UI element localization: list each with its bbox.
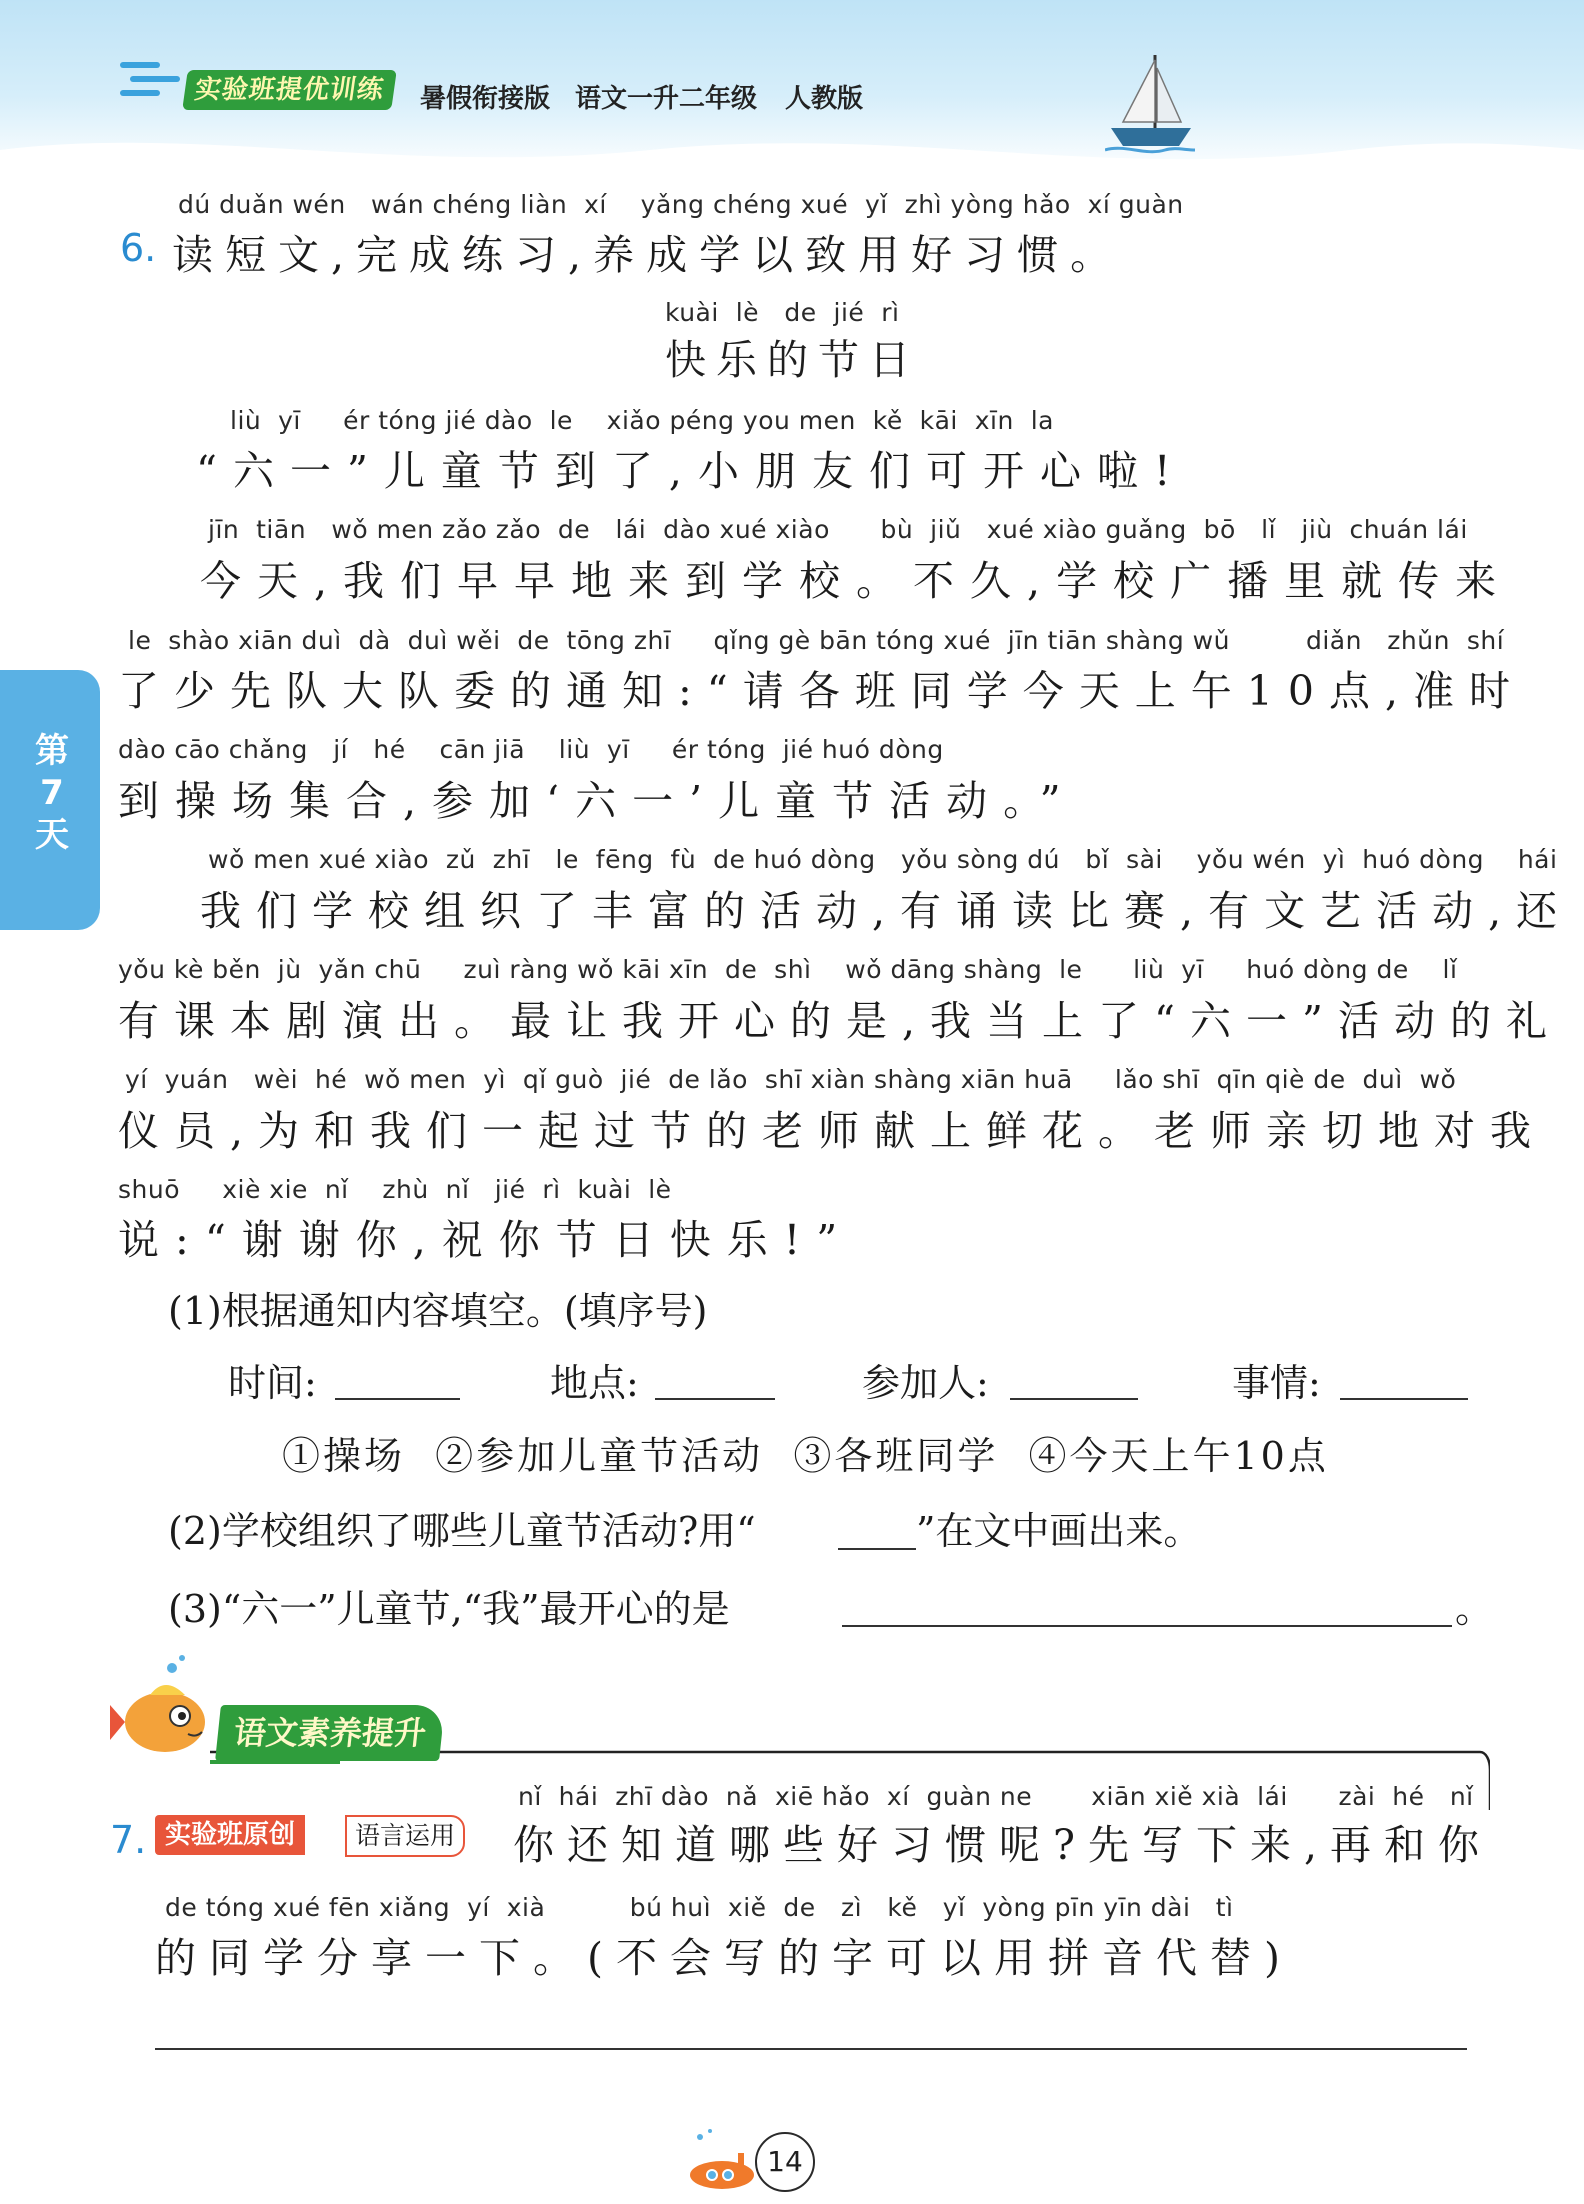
time-label: 时间: [228, 1361, 317, 1405]
q7-text-2: 的同学分享一下。(不会写的字可以用拼音代替) [155, 1934, 1293, 1982]
passage-line-2-pinyin: jīn tiān wǒ men zǎo zǎo de lái dào xué xiào bù jiǔ xué xiào guǎng bō lǐ jiù chuán lái [208, 515, 1468, 544]
passage-line-6-pinyin: yǒu kè běn jù yǎn chū zuì ràng wǒ kāi xīn de shì wǒ dāng shàng le liù yī huó dòng de lǐ [118, 955, 1458, 984]
passage-line-4-pinyin: dào cāo chǎng jí hé cān jiā liù yī ér tóng jié huó dòng [118, 735, 944, 764]
section-title-badge: 语文素养提升 [215, 1705, 445, 1761]
event-blank[interactable] [1340, 1398, 1468, 1400]
brand-title: 实验班提优训练 [182, 70, 397, 110]
passage-line-2: 今天,我们早早地来到学校。不久,学校广播里就传来 [200, 557, 1513, 605]
sub2-underline-sample [838, 1548, 916, 1550]
publisher-label: 人教版 [785, 84, 864, 114]
passage-line-3: 了少先队大队委的通知:“请各班同学今天上午10点,准时 [118, 667, 1525, 715]
q7-pinyin-1: nǐ hái zhī dào nǎ xiē hǎo xí guàn ne xiān xiě xià lái zài hé nǐ [518, 1782, 1474, 1811]
header-wave-decoration [0, 120, 1584, 190]
people-label: 参加人: [862, 1361, 989, 1405]
passage-line-6: 有课本剧演出。最让我开心的是,我当上了“六一”活动的礼 [118, 997, 1562, 1045]
sub2-prefix: (2)学校组织了哪些儿童节活动?用“ [168, 1509, 756, 1553]
fish-mascot-icon [110, 1650, 230, 1760]
passage-line-4: 到操场集合,参加‘六一’儿童节活动。” [118, 777, 1077, 825]
passage-line-5-pinyin: wǒ men xué xiào zǔ zhī le fēng fù de huó dòng yǒu sòng dú bǐ sài yǒu wén yì huó dòng hái [208, 845, 1558, 874]
passage-title-pinyin: kuài lè de jié rì [665, 298, 900, 327]
q6-number: 6. [120, 226, 157, 270]
sub1-prompt: (1)根据通知内容填空。(填序号) [168, 1289, 708, 1333]
sub2-suffix: ”在文中画出来。 [916, 1509, 1202, 1553]
event-label: 事情: [1232, 1361, 1321, 1405]
passage-line-1: “六一”儿童节到了,小朋友们可开心啦! [196, 447, 1187, 495]
sub3-answer-blank[interactable] [842, 1625, 1452, 1627]
passage-line-1-pinyin: liù yī ér tóng jié dào le xiǎo péng you men kě kāi xīn la [230, 406, 1054, 435]
q7-text-1: 你还知道哪些好习惯呢?先写下来,再和你 [513, 1821, 1493, 1869]
day-side-tab-label: 第7天 [35, 731, 69, 855]
sailboat-icon [1105, 50, 1195, 160]
time-blank[interactable] [335, 1398, 460, 1400]
sub1-options: ①操场 ②参加儿童节活动 ③各班同学 ④今天上午10点 [282, 1434, 1329, 1478]
passage-line-8: 说:“谢谢你,祝你节日快乐!” [118, 1216, 854, 1264]
page-number: 14 [755, 2132, 815, 2192]
subject-label: 语文一升二年级 [575, 84, 758, 114]
q6-text: 读短文,完成练习,养成学以致用好习惯。 [172, 231, 1124, 279]
place-label: 地点: [550, 1361, 639, 1405]
passage-line-8-pinyin: shuō xiè xie nǐ zhù nǐ jié rì kuài lè [118, 1175, 672, 1204]
passage-line-7: 仪员,为和我们一起过节的老师献上鲜花。老师亲切地对我 [118, 1107, 1547, 1155]
edition-label: 暑假衔接版 [420, 84, 551, 114]
sub3-prefix: (3)“六一”儿童节,“我”最开心的是 [168, 1587, 730, 1631]
q7-number: 7. [110, 1818, 147, 1862]
q6-pinyin: dú duǎn wén wán chéng liàn xí yǎng chéng xué yǐ zhì yòng hǎo xí guàn [178, 190, 1184, 219]
sub3-suffix: 。 [1455, 1587, 1494, 1631]
people-blank[interactable] [1010, 1398, 1138, 1400]
place-blank[interactable] [655, 1398, 775, 1400]
language-use-tag: 语言运用 [345, 1815, 465, 1857]
passage-title: 快乐的节日 [665, 336, 920, 384]
passage-line-5: 我们学校组织了丰富的活动,有诵读比赛,有文艺活动,还 [200, 887, 1573, 935]
passage-line-3-pinyin: le shào xiān duì dà duì wěi de tōng zhī qǐng gè bān tóng xué jīn tiān shàng wǔ diǎn zhǔn shí [128, 626, 1505, 655]
passage-line-7-pinyin: yí yuán wèi hé wǒ men yì qǐ guò jié de lǎo shī xiàn shàng xiān huā lǎo shī qīn qiè de duì wǒ [125, 1065, 1457, 1094]
q7-pinyin-2: de tóng xué fēn xiǎng yí xià bú huì xiě de zì kě yǐ yòng pīn yīn dài tì [165, 1893, 1234, 1922]
original-tag: 实验班原创 [155, 1815, 305, 1855]
header-stripe-icon [120, 62, 180, 102]
q7-answer-line[interactable] [155, 2048, 1467, 2050]
